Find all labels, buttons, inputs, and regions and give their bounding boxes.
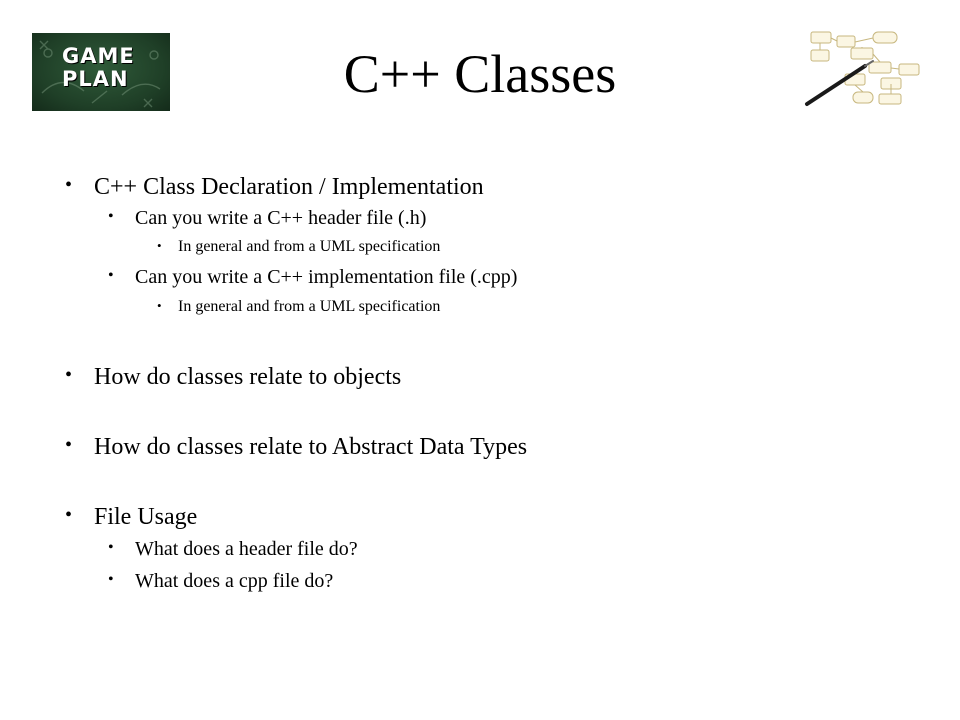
bullet-marker: •: [108, 267, 114, 284]
bullet-marker: •: [65, 434, 73, 456]
bullet-item-4: [108, 265, 518, 289]
bullet-marker: •: [108, 571, 114, 588]
bullet-text: Can you write a C++ implementation file (.cpp): [135, 266, 518, 288]
bullet-marker: •: [65, 364, 73, 386]
bullet-item-7: [65, 432, 528, 462]
bullet-marker: •: [108, 539, 114, 556]
bullet-item-9: [108, 537, 358, 561]
bullet-text: How do classes relate to objects: [94, 364, 402, 390]
bullet-item-6: [65, 362, 402, 392]
bullet-text: What does a header file do?: [135, 538, 358, 560]
bullet-marker: •: [65, 174, 73, 196]
bullet-item-5: [157, 297, 441, 317]
bullet-text: Can you write a C++ header file (.h): [135, 207, 427, 229]
bullet-text: In general and from a UML specification: [178, 238, 441, 255]
bullet-text: File Usage: [94, 504, 198, 530]
bullet-item-2: [108, 206, 427, 230]
bullet-text: What does a cpp file do?: [135, 570, 334, 592]
bullet-marker: •: [157, 238, 162, 253]
bullet-marker: •: [157, 298, 162, 313]
slide-title: C++ Classes: [343, 44, 617, 104]
bullet-marker: •: [108, 208, 114, 225]
bullet-marker: •: [65, 504, 73, 526]
bullet-item-8: [65, 502, 198, 532]
bullet-item-10: [108, 569, 334, 593]
bullet-text: C++ Class Declaration / Implementation: [94, 174, 484, 200]
bullet-text: In general and from a UML specification: [178, 298, 441, 315]
bullet-text: How do classes relate to Abstract Data Types: [94, 434, 528, 460]
bullet-item-3: [157, 237, 441, 257]
bullet-item-1: [65, 172, 484, 202]
logo-line-2: PLAN: [62, 67, 129, 91]
logo-line-1: GAME: [62, 44, 135, 68]
